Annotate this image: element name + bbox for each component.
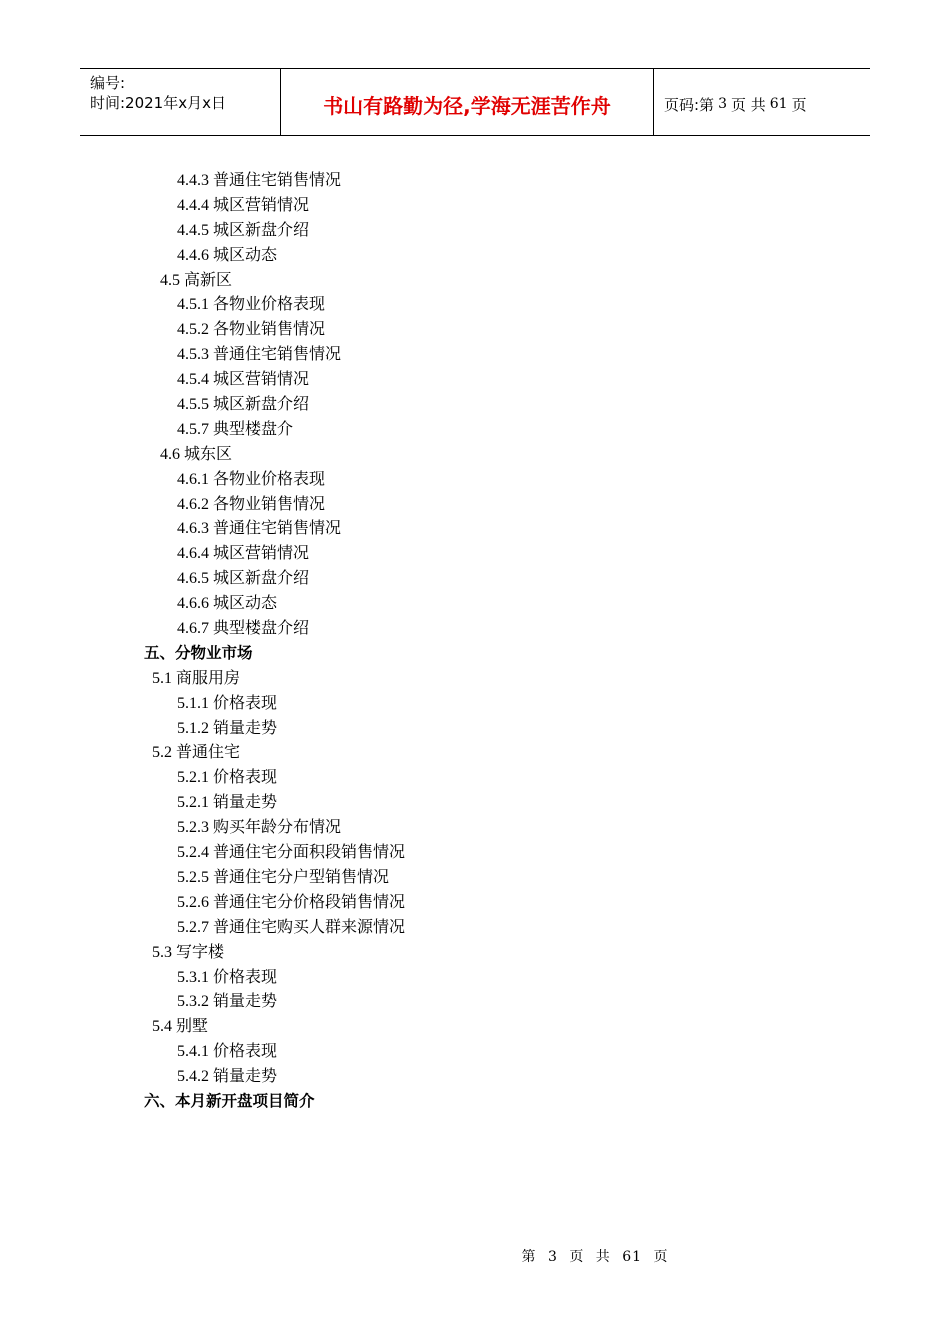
toc-entry-number: 5.4.1 <box>177 1043 209 1061</box>
toc-entry <box>0 989 950 1014</box>
footer-mid2: 共 <box>595 1249 611 1265</box>
footer-prefix: 第 <box>521 1249 537 1265</box>
toc-entry-title: 销量走势 <box>213 792 278 812</box>
toc-entry-number: 5.2.7 <box>177 918 209 936</box>
toc-entry-title: 各物业价格表现 <box>213 294 326 314</box>
toc-entry-number: 5.3.1 <box>177 968 209 986</box>
footer-current: 3 <box>547 1249 558 1265</box>
toc-entry <box>0 442 950 467</box>
toc-entry-title: 各物业价格表现 <box>213 468 326 488</box>
toc-entry-title: 价格表现 <box>213 692 278 712</box>
header-motto: 书山有路勤为径,学海无涯苦作舟 <box>281 69 654 135</box>
toc-entry-number: 5.4.2 <box>177 1068 209 1086</box>
toc-entry <box>0 965 950 990</box>
toc-entry <box>0 815 950 840</box>
toc-entry-number: 4.6.7 <box>177 620 209 638</box>
toc-entry-title: 城区营销情况 <box>213 194 310 214</box>
page-header <box>80 68 870 136</box>
toc-entry <box>0 417 950 442</box>
page-footer <box>0 1246 950 1266</box>
toc-entry <box>0 716 950 741</box>
footer-mid1: 页 <box>569 1249 585 1265</box>
toc-entry <box>0 467 950 492</box>
toc-entry-number: 4.6.1 <box>177 470 209 488</box>
toc-entry <box>0 367 950 392</box>
toc-entry-number: 5.1 <box>152 669 172 687</box>
toc-entry-number: 4.6.6 <box>177 595 209 613</box>
toc-entry <box>0 268 950 293</box>
toc-entry <box>0 1089 950 1114</box>
toc-entry-title: 价格表现 <box>213 1041 278 1061</box>
toc-entry <box>0 1064 950 1089</box>
page-mid: 页 共 <box>730 95 766 114</box>
toc-entry <box>0 292 950 317</box>
toc-entry <box>0 342 950 367</box>
toc-entry <box>0 193 950 218</box>
toc-entry-title: 写字楼 <box>176 941 225 961</box>
toc-entry-number: 5.3.2 <box>177 993 209 1011</box>
toc-entry-title: 城区营销情况 <box>213 369 310 389</box>
toc-entry-title: 销量走势 <box>213 717 278 737</box>
toc-entry <box>0 765 950 790</box>
toc-entry <box>0 666 950 691</box>
toc-entry-number: 4.6.2 <box>177 495 209 513</box>
toc-entry <box>0 392 950 417</box>
toc-entry-title: 城区动态 <box>213 244 278 264</box>
toc-entry-title: 销量走势 <box>213 1066 278 1086</box>
toc-entry-title: 五、分物业市场 <box>144 643 253 662</box>
toc-entry-number: 4.4.6 <box>177 246 209 264</box>
toc-entry-number: 4.6.3 <box>177 520 209 538</box>
toc-entry-title: 别墅 <box>176 1016 209 1036</box>
toc-entry <box>0 1014 950 1039</box>
toc-entry-number: 5.2.1 <box>177 769 209 787</box>
footer-suffix: 页 <box>653 1249 669 1265</box>
toc-entry-title: 六、本月新开盘项目简介 <box>144 1091 315 1110</box>
toc-entry-number: 5.4 <box>152 1018 172 1036</box>
toc-entry-title: 城区新盘介绍 <box>213 568 310 588</box>
toc-entry-number: 5.2.5 <box>177 868 209 886</box>
toc-entry-number: 4.6 <box>160 445 180 463</box>
toc-entry-number: 4.6.4 <box>177 545 209 563</box>
toc-entry-number: 4.5.4 <box>177 371 209 389</box>
toc-entry-number: 5.3 <box>152 943 172 961</box>
toc-entry <box>0 616 950 641</box>
page-suffix: 页 <box>791 95 807 114</box>
toc-entry-title: 普通住宅 <box>176 742 241 762</box>
toc-entry-number: 4.5.1 <box>177 296 209 314</box>
time-label: 时间:2021年x月x日 <box>90 94 226 112</box>
toc-entry-number: 5.2.4 <box>177 844 209 862</box>
toc-entry-number: 4.5 <box>160 271 180 289</box>
toc-entry-number: 5.2 <box>152 744 172 762</box>
toc-entry <box>0 641 950 666</box>
toc-entry-title: 典型楼盘介 <box>213 418 294 438</box>
toc-entry-title: 价格表现 <box>213 966 278 986</box>
table-of-contents <box>0 168 950 1114</box>
toc-entry-title: 普通住宅分面积段销售情况 <box>213 842 406 862</box>
toc-entry-number: 4.4.4 <box>177 196 209 214</box>
toc-entry-number: 4.5.5 <box>177 396 209 414</box>
toc-entry <box>0 915 950 940</box>
page-prefix: 页码:第 <box>664 95 715 114</box>
toc-entry <box>0 317 950 342</box>
toc-entry <box>0 940 950 965</box>
toc-entry-number: 4.4.3 <box>177 172 209 189</box>
toc-entry-title: 城区营销情况 <box>213 543 310 563</box>
toc-entry-title: 商服用房 <box>176 667 241 687</box>
toc-entry-title: 购买年龄分布情况 <box>213 817 342 837</box>
toc-entry-number: 4.6.5 <box>177 570 209 588</box>
toc-entry <box>0 168 950 193</box>
toc-entry-title: 各物业销售情况 <box>213 493 326 513</box>
toc-entry-number: 4.5.2 <box>177 321 209 339</box>
number-label: 编号: <box>90 74 126 92</box>
toc-entry-title: 普通住宅购买人群来源情况 <box>213 916 406 936</box>
toc-entry-title: 城区新盘介绍 <box>213 394 310 414</box>
toc-entry <box>0 591 950 616</box>
toc-entry <box>0 691 950 716</box>
page-total: 61 <box>769 96 788 112</box>
toc-entry-title: 城东区 <box>184 443 233 463</box>
toc-entry-title: 典型楼盘介绍 <box>213 618 310 638</box>
page-current: 3 <box>718 96 727 112</box>
toc-entry <box>0 790 950 815</box>
toc-entry-title: 城区新盘介绍 <box>213 219 310 239</box>
toc-entry <box>0 516 950 541</box>
toc-entry <box>0 740 950 765</box>
toc-entry-title: 普通住宅销售情况 <box>213 170 342 189</box>
toc-entry <box>0 1039 950 1064</box>
toc-entry-number: 5.2.3 <box>177 819 209 837</box>
toc-entry <box>0 865 950 890</box>
toc-entry-title: 普通住宅销售情况 <box>213 518 342 538</box>
footer-total: 61 <box>622 1249 643 1265</box>
toc-entry <box>0 890 950 915</box>
toc-entry-title: 城区动态 <box>213 593 278 613</box>
toc-entry-title: 价格表现 <box>213 767 278 787</box>
toc-entry <box>0 218 950 243</box>
toc-entry <box>0 566 950 591</box>
toc-entry-number: 5.2.1 <box>177 794 209 812</box>
toc-entry-number: 5.2.6 <box>177 893 209 911</box>
header-meta <box>80 69 281 135</box>
toc-entry <box>0 541 950 566</box>
toc-entry-number: 5.1.2 <box>177 719 209 737</box>
toc-entry-number: 4.5.7 <box>177 420 209 438</box>
toc-entry-title: 普通住宅销售情况 <box>213 344 342 364</box>
toc-entry <box>0 492 950 517</box>
header-page-info <box>654 69 870 135</box>
toc-entry-number: 5.1.1 <box>177 694 209 712</box>
toc-entry-number: 4.5.3 <box>177 346 209 364</box>
toc-entry-title: 高新区 <box>184 269 233 289</box>
toc-entry-number: 4.4.5 <box>177 221 209 239</box>
toc-entry <box>0 840 950 865</box>
toc-entry-title: 销量走势 <box>213 991 278 1011</box>
toc-entry <box>0 243 950 268</box>
toc-entry-title: 各物业销售情况 <box>213 319 326 339</box>
toc-entry-title: 普通住宅分户型销售情况 <box>213 866 390 886</box>
toc-entry-title: 普通住宅分价格段销售情况 <box>213 891 406 911</box>
